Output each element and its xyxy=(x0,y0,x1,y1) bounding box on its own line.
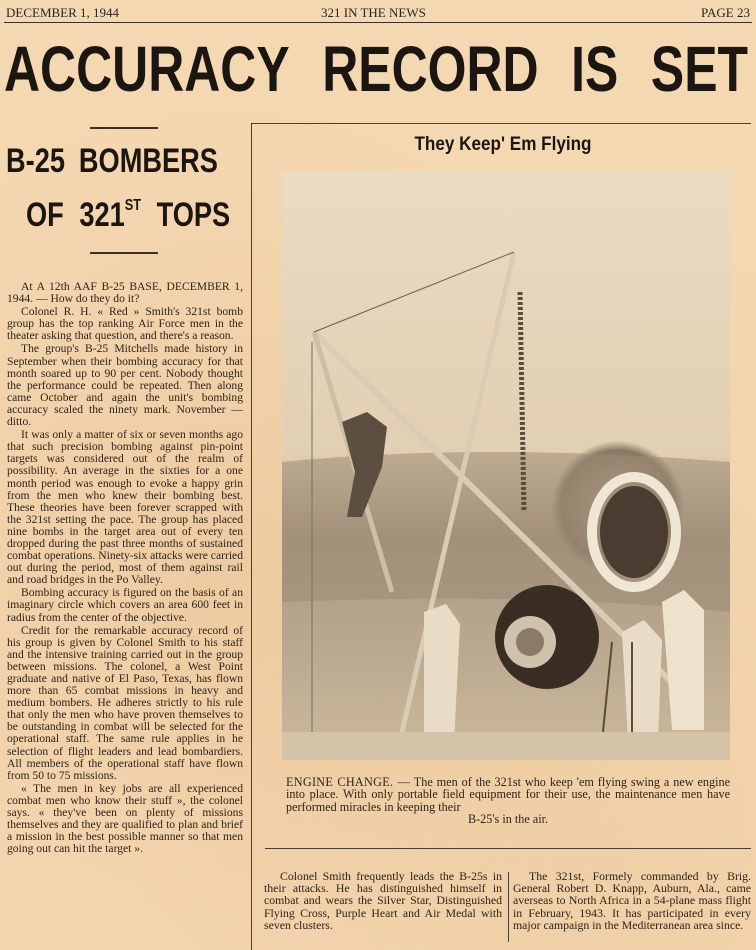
page-number: PAGE 23 xyxy=(700,5,750,20)
bottom-column-2 xyxy=(513,870,751,931)
subhead-bottom-rule xyxy=(90,252,158,254)
headline-word: ACCURACY xyxy=(4,33,290,105)
bottom-column-1 xyxy=(264,870,502,931)
engine-change-photo xyxy=(282,172,730,760)
article-paragraph: Credit for the remarkable accuracy record of his group is given by Colonel Smith to his staff and the intensive training carried out in the group between missions. The colonel, a West Point graduate and native of El Paso, Texas, has flown more than 65 combat missions in heavy and medium bombers. He adheres strictly to his rule that only the men who have proven themselves to be outstanding in combat will be selected for the operational staff. The same rule applies in he selection of flight leaders and lead bombardiers. All members of the operational staff have flown from 50 to 75 missions. xyxy=(7,623,243,782)
article-paragraph: The group's B-25 Mitchells made history in September when their bombing accuracy for that month soared up to 90 per cent. Nobody thought the performance could be repeated. Then along came October and again the unit's bombing accuracy scaled the ninety mark. November — ditto. xyxy=(7,342,243,429)
headline-word: RECORD xyxy=(322,33,539,105)
caption-lead: ENGINE CHANGE. — xyxy=(286,775,411,789)
bottom-section-rule xyxy=(265,848,751,849)
publication-name: 321 IN THE NEWS xyxy=(321,5,426,20)
photo-box-top-rule xyxy=(251,123,751,124)
subhead-line-2: OF 321ST TOPS xyxy=(26,196,231,234)
bottom-column-divider xyxy=(508,872,509,942)
subhead-line-1: B-25 BOMBERS xyxy=(6,142,218,180)
article-paragraph: At A 12th AAF B-25 BASE, DECEMBER 1, 1944. — How do they do it? xyxy=(7,280,243,306)
main-headline xyxy=(4,33,748,105)
masthead xyxy=(0,0,756,24)
engine-change-illustration xyxy=(282,172,730,760)
article-paragraph: The 321st, Formely commanded by Brig. General Robert D. Knapp, Auburn, Ala., came averseas to North Africa in a 54-plane mass flight in February, 1943. It has participated in every major campaign in the Mediterranean area since. xyxy=(513,869,751,932)
subhead-top-rule xyxy=(90,127,158,129)
article-paragraph: Bombing accuracy is figured on the basis of an imaginary circle which covers an area 600 feet in radius from the center of the objective. xyxy=(7,586,243,624)
article-paragraph: It was only a matter of six or seven months ago that such precision bombing against pin-point targets was considered out of the realm of possibility. An average in the sixties for a one month period was enough to evoke a happy grin from the men who knew their bombing best. These theories have been forever scrapped with the 321st setting the pace. The group has placed nine bombs in the target area out of every ten dropped during the past three months of sustained combat operations. Ninety-six attacks were carried out during the period, most of them against rail and road bridges in the Po Valley. xyxy=(7,428,243,587)
headline-word: SET xyxy=(650,33,748,105)
caption-body: The men of the 321st who keep 'em flying swing a new engine into place. With only portable field equipment for their use, the maintenance men have performed miracles in keeping their xyxy=(286,775,731,814)
photo-title: They Keep' Em Flying xyxy=(414,134,592,155)
column-divider xyxy=(251,124,252,950)
photo-caption xyxy=(286,776,730,826)
article-paragraph: Colonel Smith frequently leads the B-25s in their attacks. He has distinguished himself in combat and wears the Silver Star, Distinguished Flying Cross, Purple Heart and Air Medal with seven clusters. xyxy=(264,869,502,932)
article-paragraph: « The men in key jobs are all experienced combat men who know their stuff », the colonel says. « they've been on plenty of missions themselves and they are qualified to plan and brief a mission in the best possible manner so that men going out can hit the target ». xyxy=(7,781,243,856)
issue-date: DECEMBER 1, 1944 xyxy=(6,5,120,20)
article-body xyxy=(7,281,243,855)
masthead-rule xyxy=(4,22,752,23)
article-paragraph: Colonel R. H. « Red » Smith's 321st bomb group has the top ranking Air Force men in the theater asking that question, and there's a reason. xyxy=(7,305,243,343)
caption-last-line: B-25's in the air. xyxy=(467,812,549,827)
headline-word: IS xyxy=(571,33,619,105)
